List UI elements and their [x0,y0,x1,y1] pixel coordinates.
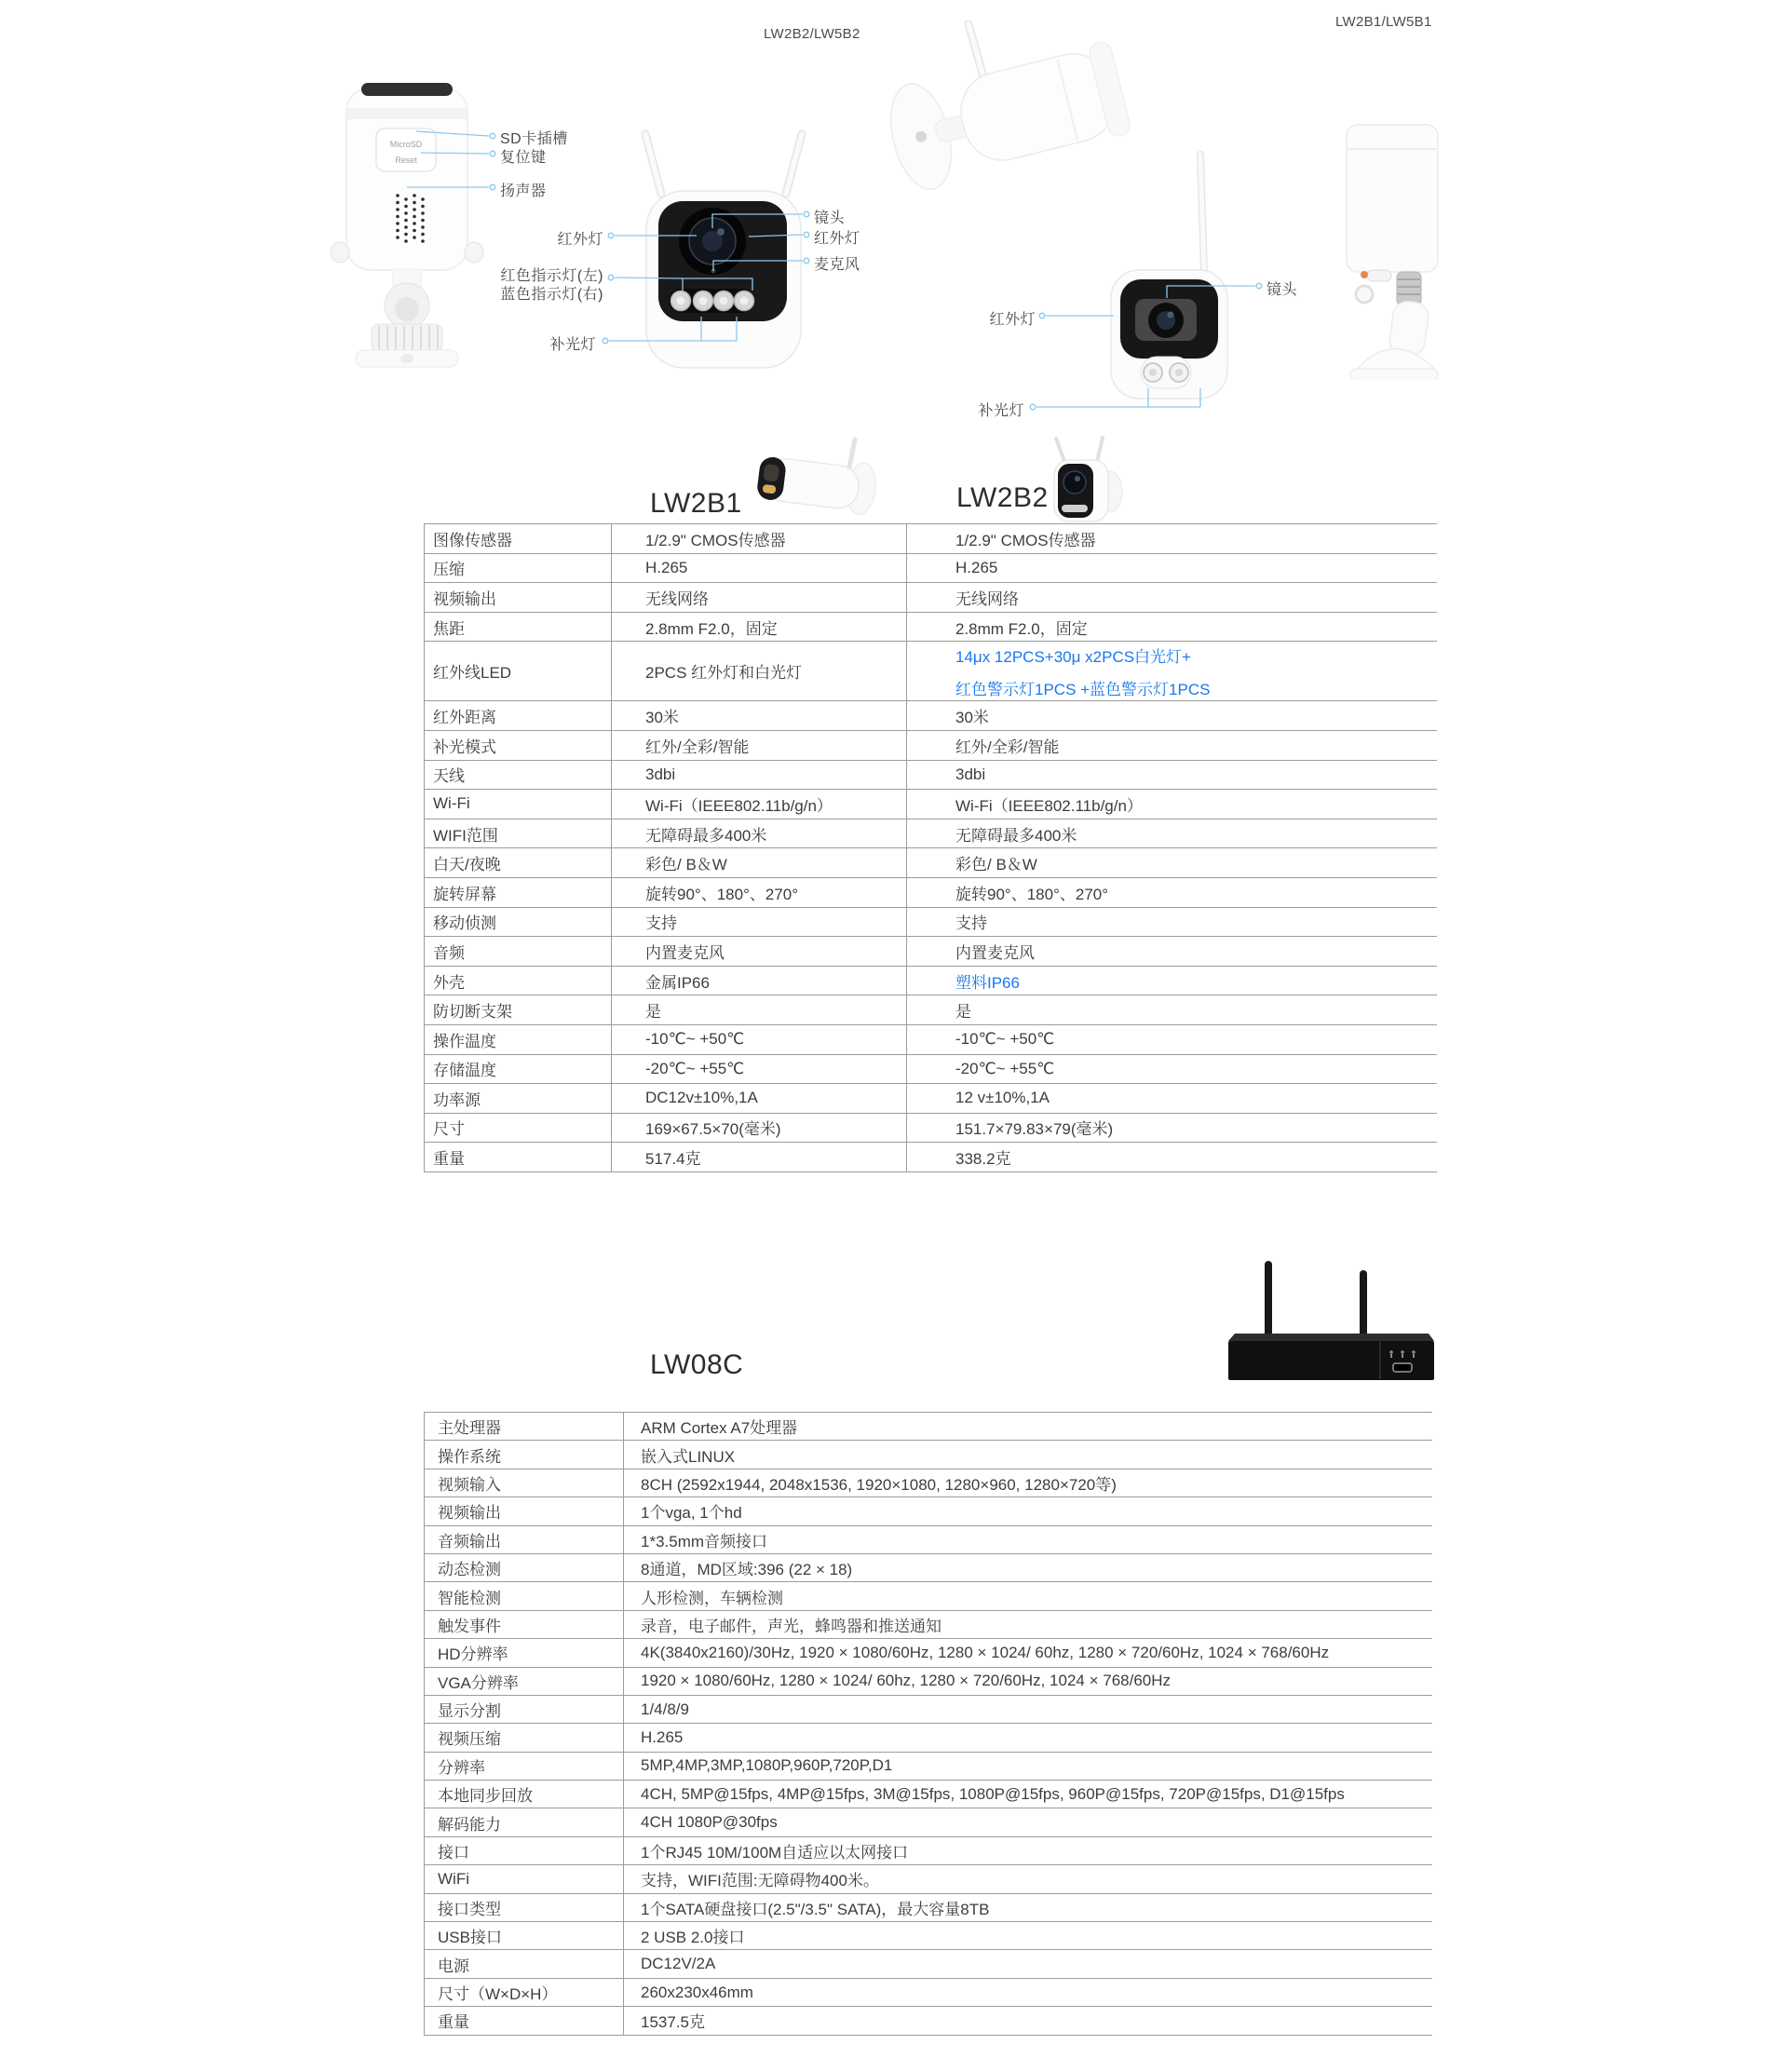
column-header-lw2b2: LW2B2 [956,482,1049,513]
spec-row-label: 视频输出 [425,583,612,612]
nvr-row-label: 本地同步回放 [425,1781,624,1808]
nvr-row-value: 8CH (2592x1944, 2048x1536, 1920×1080, 1280×960, 1280×720等) [641,1475,1117,1494]
nvr-row [425,1808,1432,1836]
nvr-row-label: 接口 [425,1837,624,1864]
nvr-row-label: 电源 [425,1950,624,1977]
spec-value-lw2b2: 是 [955,1003,971,1022]
nvr-row [425,1950,1432,1978]
lw2b2-thumbnail [1049,436,1128,527]
spec-value-lw2b1: 1/2.9" CMOS传感器 [612,524,907,553]
nvr-row-value: 4CH, 5MP@15fps, 4MP@15fps, 3M@15fps, 1080P@15fps, 960P@15fps, 720P@15fps, D1@15fps [641,1784,1345,1803]
nvr-row-value: 1个vga, 1个hd [641,1504,742,1523]
nvr-row-value: 4K(3840x2160)/30Hz, 1920 × 1080/60Hz, 1280 × 1024/ 60hz, 1280 × 720/60Hz, 1024 × 768/60Hz [641,1643,1330,1661]
spec-value-lw2b1: 支持 [612,908,907,937]
nvr-row-label: HD分辨率 [425,1639,624,1666]
nvr-title-lw08c: LW08C [650,1349,744,1380]
nvr-row [425,1639,1432,1667]
nvr-row [425,1469,1432,1497]
spec-value-lw2b1: 红外/全彩/智能 [612,731,907,760]
spec-row-label: 红外线LED [425,642,612,700]
microsd-panel-text: MicroSD [389,140,423,149]
spec-row-label: 重量 [425,1143,612,1171]
camera-back-view-image [328,74,486,377]
spec-value-lw2b1: 517.4克 [612,1143,907,1171]
spec-row [425,819,1437,849]
spec-value-lw2b2: 无线网络 [955,589,1019,608]
nvr-row-value: 4CH 1080P@30fps [641,1813,778,1832]
spec-row [425,583,1437,613]
spec-value-lw2b2: 151.7×79.83×79(毫米) [955,1120,1114,1139]
spec-value-lw2b1: 无障碍最多400米 [612,819,907,848]
nvr-row-label: 接口类型 [425,1894,624,1921]
nvr-row [425,1922,1432,1950]
spec-value-lw2b2: 支持 [955,914,987,933]
nvr-row [425,1413,1432,1441]
annotation-b2-ir-light-right: 红外灯 [814,231,860,247]
camera-lw2b1-side-right-image [1339,110,1451,380]
spec-value-lw2b2: Wi-Fi（IEEE802.11b/g/n） [955,796,1143,815]
spec-value-lw2b1: 3dbi [612,761,907,790]
nvr-row-value: 1*3.5mm音频接口 [641,1532,768,1551]
nvr-row-value: 2 USB 2.0接口 [641,1929,745,1947]
spec-row [425,1143,1437,1172]
nvr-row-value: DC12V/2A [641,1955,716,1973]
spec-row-label: 功率源 [425,1084,612,1113]
spec-value-lw2b2: 彩色/ B＆W [955,856,1037,874]
spec-value-lw2b2: 无障碍最多400米 [955,826,1077,845]
nvr-row-value: 1/4/8/9 [641,1700,689,1718]
nvr-row-value: 1个RJ45 10M/100M自适应以太网接口 [641,1844,909,1862]
nvr-row-label: 尺寸（W×D×H） [425,1979,624,2006]
nvr-row [425,1582,1432,1610]
spec-value-lw2b1: Wi-Fi（IEEE802.11b/g/n） [612,790,907,819]
nvr-row-value: 1920 × 1080/60Hz, 1280 × 1024/ 60hz, 1280 × 720/60Hz, 1024 × 768/60Hz [641,1672,1172,1690]
nvr-row-label: 重量 [425,2007,624,2034]
spec-row-label: 白天/夜晚 [425,848,612,877]
spec-row-label: 图像传感器 [425,524,612,553]
nvr-row-value: 支持，WIFI范围:无障碍物400米。 [641,1872,879,1890]
nvr-row-value: 260x230x46mm [641,1983,753,2001]
spec-row-label: 焦距 [425,613,612,642]
nvr-row [425,1979,1432,2007]
spec-value-lw2b2: -20℃~ +55℃ [955,1059,1055,1077]
nvr-row-label: 视频压缩 [425,1724,624,1751]
nvr-row-label: 解码能力 [425,1808,624,1835]
nvr-row-value: 人形检测，车辆检测 [641,1589,783,1607]
annotation-b2-fill-light: 补光灯 [549,337,596,353]
nvr-row-label: 操作系统 [425,1441,624,1468]
spec-row [425,995,1437,1025]
spec-value-lw2b2: 旋转90°、180°、270° [955,885,1109,903]
spec-row-label: 防切断支架 [425,995,612,1024]
spec-value-lw2b1: -10℃~ +50℃ [612,1025,907,1054]
model-label-lw2b1-lw5b1: LW2B1/LW5B1 [1335,14,1432,30]
spec-row-label: 压缩 [425,554,612,583]
spec-row-label: 操作温度 [425,1025,612,1054]
nvr-row-value: 嵌入式LINUX [641,1447,736,1466]
spec-row-label: 红外距离 [425,701,612,730]
annotation-b2-blue-indicator: 蓝色指示灯(右) [500,287,603,303]
spec-row-label: 音频 [425,937,612,966]
spec-value-lw2b2: 红外/全彩/智能 [955,738,1060,756]
spec-row [425,790,1437,819]
nvr-row-label: VGA分辨率 [425,1668,624,1695]
nvr-row-label: 动态检测 [425,1554,624,1581]
spec-value-lw2b2: 338.2克 [955,1150,1011,1169]
nvr-row-label: 视频输入 [425,1469,624,1496]
spec-row [425,1084,1437,1114]
nvr-lw08c-image [1220,1255,1443,1386]
nvr-row [425,1668,1432,1696]
nvr-row [425,1497,1432,1525]
nvr-row [425,1865,1432,1893]
spec-value-lw2b1: 彩色/ B＆W [612,848,907,877]
spec-value-lw2b1: 2PCS 红外灯和白光灯 [612,642,907,700]
spec-row-label: WIFI范围 [425,819,612,848]
nvr-row-label: 分辨率 [425,1753,624,1780]
spec-value-lw2b1: 2.8mm F2.0，固定 [612,613,907,642]
annotation-speaker: 扬声器 [500,183,547,199]
spec-row [425,878,1437,908]
nvr-row [425,1696,1432,1724]
nvr-row [425,1837,1432,1865]
spec-value-lw2b2: 2.8mm F2.0，固定 [955,619,1088,638]
nvr-row-label: 触发事件 [425,1611,624,1638]
spec-row-label: 外壳 [425,967,612,995]
spec-value-lw2b2: 3dbi [955,765,986,783]
nvr-row [425,1894,1432,1922]
nvr-row-label: 显示分割 [425,1696,624,1723]
spec-row [425,1055,1437,1085]
spec-value-lw2b2: 14μx 12PCS+30μ x2PCS白光灯+ 红色警示灯1PCS +蓝色警示灯1PCS [955,647,1211,698]
nvr-row-value: 5MP,4MP,3MP,1080P,960P,720P,D1 [641,1756,893,1775]
spec-value-lw2b1: 内置麦克风 [612,937,907,966]
model-label-lw2b2-lw5b2: LW2B2/LW5B2 [764,26,860,42]
spec-row-label: 旋转屏幕 [425,878,612,907]
annotation-sd-card-slot: SD卡插槽 [500,131,568,147]
spec-row-label: 存储温度 [425,1055,612,1084]
nvr-row [425,1611,1432,1639]
nvr-row [425,2007,1432,2035]
spec-row [425,848,1437,878]
spec-row [425,967,1437,996]
spec-row-label: Wi-Fi [425,790,612,819]
nvr-spec-table [424,1412,1432,2036]
nvr-row [425,1753,1432,1781]
camera-spec-table [424,523,1437,1172]
nvr-row [425,1724,1432,1752]
spec-value-lw2b1: 旋转90°、180°、270° [612,878,907,907]
spec-value-lw2b2: -10℃~ +50℃ [955,1030,1055,1049]
spec-row-label: 尺寸 [425,1114,612,1143]
spec-row-label: 补光模式 [425,731,612,760]
nvr-row [425,1441,1432,1469]
annotation-b2-lens: 镜头 [814,210,846,226]
spec-row [425,524,1437,554]
spec-value-lw2b1: H.265 [612,554,907,583]
nvr-row-label: 视频输出 [425,1497,624,1524]
spec-value-lw2b1: 169×67.5×70(毫米) [612,1114,907,1143]
annotation-b1-lens: 镜头 [1266,282,1298,298]
spec-value-lw2b1: 无线网络 [612,583,907,612]
column-header-lw2b1: LW2B1 [650,488,742,519]
annotation-b2-red-indicator: 红色指示灯(左) [500,268,603,284]
spec-value-lw2b2: 30米 [955,709,989,727]
nvr-row-label: 智能检测 [425,1582,624,1609]
spec-value-lw2b1: 是 [612,995,907,1024]
spec-value-lw2b1: 30米 [612,701,907,730]
spec-row-label: 天线 [425,761,612,790]
spec-row [425,908,1437,938]
camera-lw2b2-front-image [630,121,816,382]
nvr-row [425,1526,1432,1554]
spec-value-lw2b2: H.265 [955,558,998,576]
spec-value-lw2b1: 金属IP66 [612,967,907,995]
spec-value-lw2b2: 12 v±10%,1A [955,1089,1050,1107]
nvr-row [425,1781,1432,1808]
annotation-b1-fill-light: 补光灯 [978,403,1024,419]
nvr-row-value: ARM Cortex A7处理器 [641,1419,798,1438]
spec-row [425,613,1437,643]
annotation-reset-key: 复位键 [500,150,547,166]
nvr-row-value: H.265 [641,1727,684,1746]
spec-row [425,642,1437,701]
nvr-row-label: USB接口 [425,1922,624,1949]
spec-value-lw2b2: 1/2.9" CMOS传感器 [955,531,1096,549]
annotation-b2-ir-light: 红外灯 [557,232,603,248]
spec-value-lw2b1: DC12v±10%,1A [612,1084,907,1113]
nvr-row-label: 主处理器 [425,1413,624,1440]
spec-row [425,1114,1437,1144]
reset-panel-text: Reset [395,156,417,165]
spec-value-lw2b2: 内置麦克风 [955,943,1035,962]
spec-row [425,731,1437,761]
nvr-row-value: 1537.5克 [641,2013,705,2032]
camera-lw2b1-front-image [1095,140,1244,410]
nvr-row-value: 1个SATA硬盘接口(2.5"/3.5" SATA)，最大容量8TB [641,1900,990,1918]
spec-value-lw2b1: -20℃~ +55℃ [612,1055,907,1084]
nvr-row [425,1554,1432,1582]
lw2b1-thumbnail [738,436,882,525]
annotation-b1-ir-light: 红外灯 [989,312,1036,328]
annotation-b2-microphone: 麦克风 [814,257,860,273]
nvr-row-value: 8通道，MD区域:396 (22 × 18) [641,1561,853,1579]
spec-row-label: 移动侦测 [425,908,612,937]
spec-row [425,701,1437,731]
spec-row [425,554,1437,584]
spec-row [425,1025,1437,1055]
spec-value-lw2b2: 塑料IP66 [955,973,1020,992]
spec-row [425,761,1437,791]
nvr-row-value: 录音，电子邮件，声光，蜂鸣器和推送通知 [641,1617,941,1635]
nvr-row-label: WiFi [425,1865,624,1892]
nvr-row-label: 音频输出 [425,1526,624,1553]
spec-row [425,937,1437,967]
